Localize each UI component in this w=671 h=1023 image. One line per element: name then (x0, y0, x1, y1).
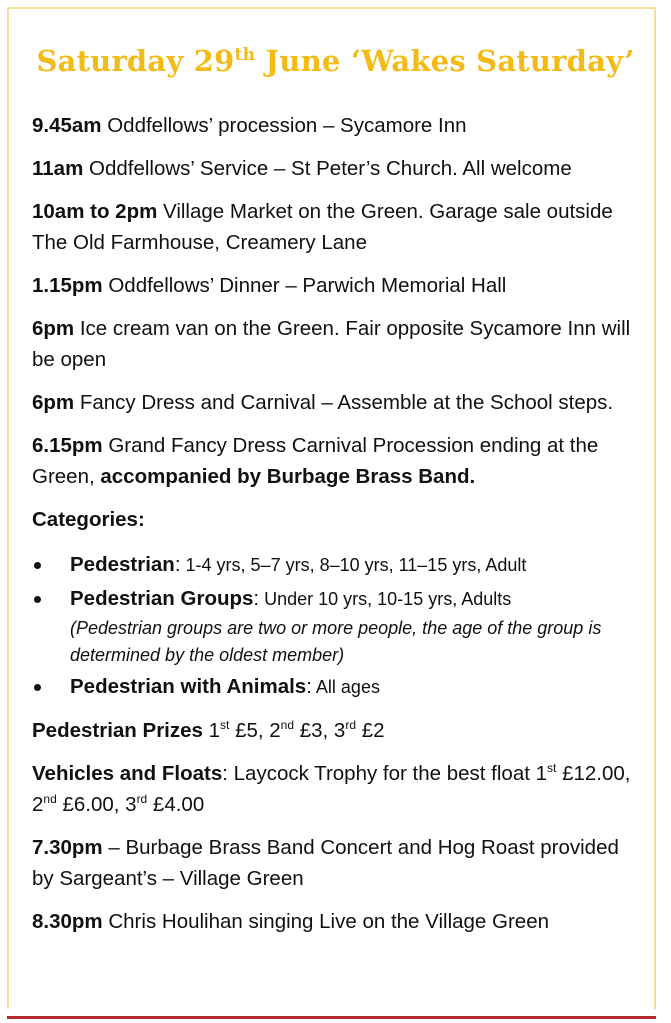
event-item (32, 832, 632, 894)
event-item (32, 430, 632, 492)
band-highlight: accompanied by Burbage Brass Band. (100, 465, 476, 488)
event-item (32, 906, 632, 937)
event-time: 1.15pm (32, 274, 103, 297)
event-text: Oddfellows’ Service – St Peter’s Church. All welcome (83, 157, 572, 180)
category-detail: 1-4 yrs, 5–7 yrs, 8–10 yrs, 11–15 yrs, Adult (180, 555, 527, 575)
event-text: – Burbage Brass Band Concert and Hog Roast provided by Sargeant’s – Village Green (32, 836, 619, 890)
vehicle-prizes: Vehicles and Floats: Laycock Trophy for the best float 1st £12.00, 2nd £6.00, 3rd £4.00 (32, 761, 631, 816)
bottom-divider (7, 1016, 656, 1019)
category-detail: All ages (311, 677, 380, 697)
event-item (32, 110, 632, 141)
event-text: Grand Fancy Dress Carnival Procession ending at the Green, (32, 434, 599, 488)
event-text: Village Market on the Green. Garage sale outside The Old Farmhouse, Creamery Lane (32, 200, 613, 254)
list-item: Pedestrian Groups: Under 10 yrs, 10-15 yrs, Adults (Pedestrian groups are two or more people, the age of the group is determined by the oldest member) (32, 583, 632, 669)
event-time: 10am to 2pm (32, 200, 158, 223)
category-label: Pedestrian (70, 553, 175, 576)
list-item: Pedestrian: 1-4 yrs, 5–7 yrs, 8–10 yrs, 11–15 yrs, Adult (32, 549, 632, 581)
list-item: Pedestrian with Animals: All ages (32, 671, 632, 703)
event-item (32, 153, 632, 184)
category-note: (Pedestrian groups are two or more people, the age of the group is determined by the oldest member) (70, 618, 602, 665)
prizes-label: Vehicles and Floats (32, 762, 223, 785)
prizes-label: Pedestrian Prizes (32, 719, 203, 742)
event-text: Oddfellows’ procession – Sycamore Inn (101, 114, 467, 137)
category-label: Pedestrian Groups (70, 587, 254, 610)
event-item (32, 387, 632, 418)
bullet-icon (34, 596, 41, 603)
event-item (32, 313, 632, 375)
event-time: 7.30pm (32, 836, 103, 859)
event-item (32, 270, 632, 301)
categories-heading: Categories: (32, 508, 145, 531)
category-label: Pedestrian with Animals (70, 675, 307, 698)
schedule (32, 110, 632, 949)
categories-list (32, 549, 632, 703)
event-time: 9.45am (32, 114, 102, 137)
pedestrian-prizes: Pedestrian Prizes 1st £5, 2nd £3, 3rd £2 (32, 718, 385, 742)
category-detail: Under 10 yrs, 10-15 yrs, Adults (259, 589, 512, 609)
event-text: Chris Houlihan singing Live on the Village Green (102, 910, 549, 933)
event-text: Ice cream van on the Green. Fair opposite Sycamore Inn will be open (32, 317, 631, 371)
event-time: 6pm (32, 317, 75, 340)
page-title: Saturday 29th June ‘Wakes Saturday’ (36, 44, 635, 79)
event-time: 8.30pm (32, 910, 103, 933)
event-time: 6pm (32, 391, 75, 414)
event-time: 11am (32, 157, 84, 180)
event-text: Fancy Dress and Carnival – Assemble at the School steps. (74, 391, 614, 414)
bullet-icon (34, 684, 41, 691)
event-time: 6.15pm (32, 434, 103, 457)
event-item (32, 196, 632, 258)
bullet-icon (34, 562, 41, 569)
event-text: Oddfellows’ Dinner – Parwich Memorial Hall (102, 274, 507, 297)
